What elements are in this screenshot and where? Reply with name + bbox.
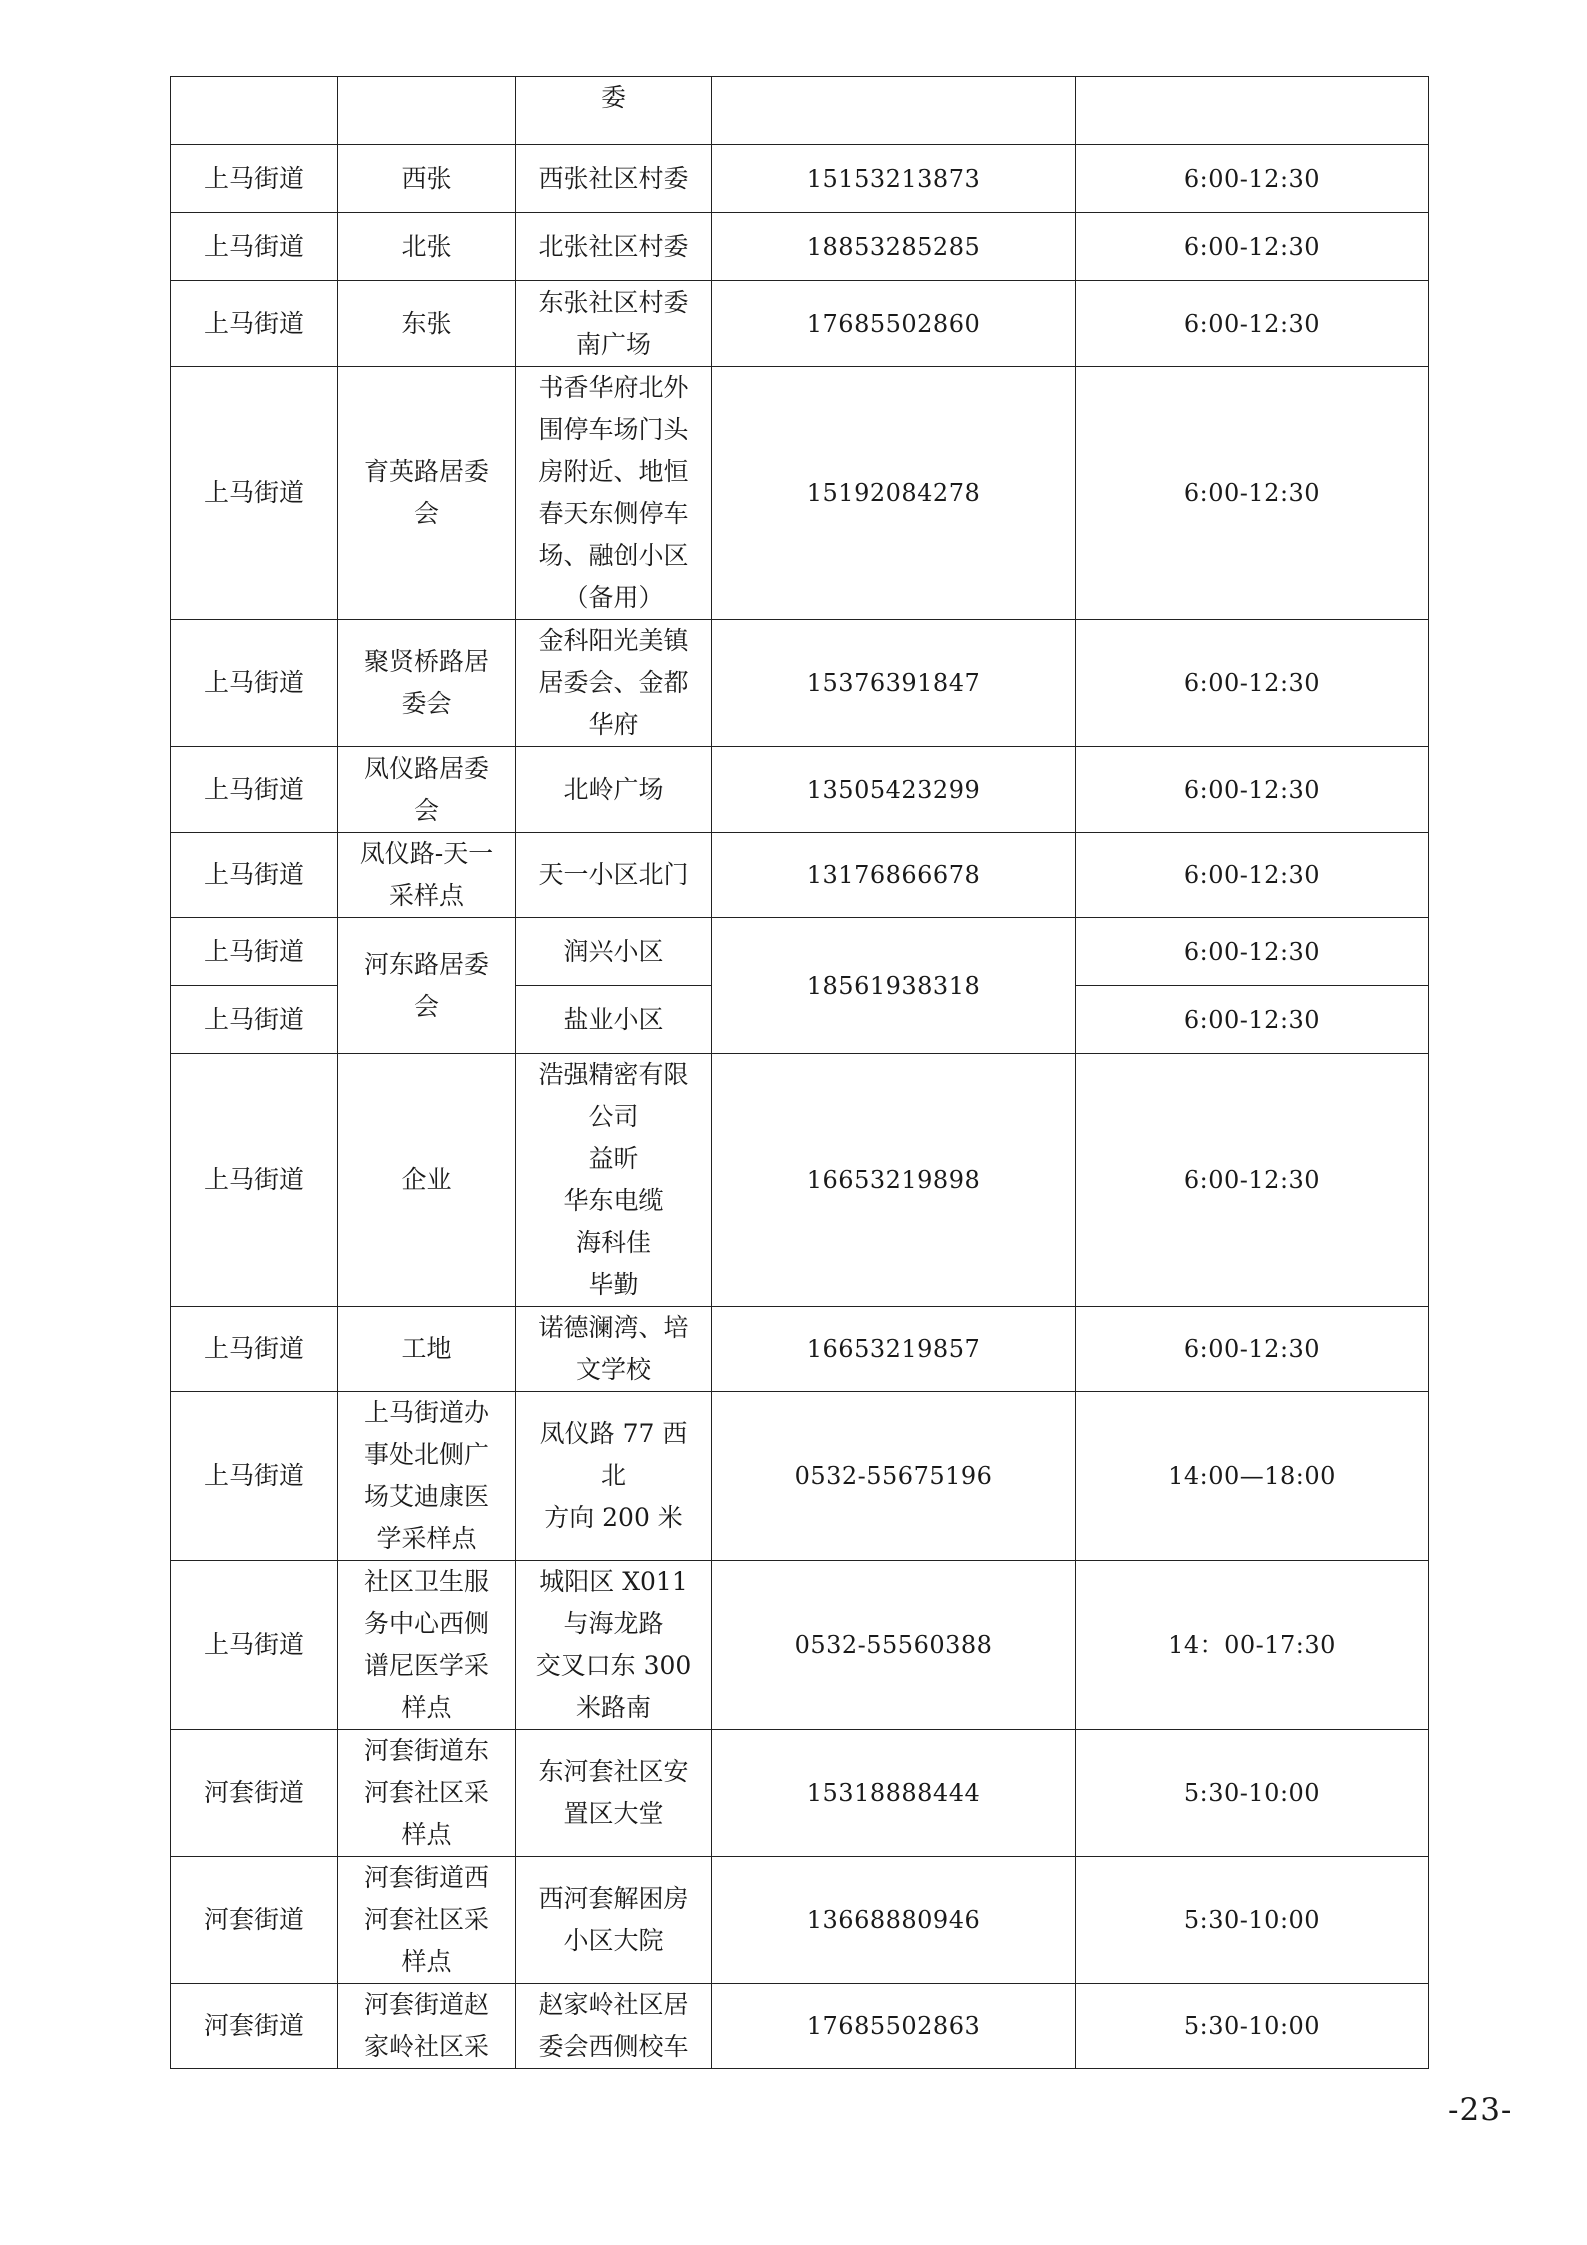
street-cell: 河套街道: [171, 1984, 338, 2069]
street-cell: 上马街道: [171, 620, 338, 747]
sampling-site-table: [170, 76, 1429, 2069]
phone-cell: 0532-55560388: [712, 1561, 1076, 1730]
location-cell: 赵家岭社区居 委会西侧校车: [516, 1984, 712, 2069]
hours-cell: 5:30-10:00: [1076, 1730, 1429, 1857]
street-cell: 上马街道: [171, 1561, 338, 1730]
community-cell: 河套街道赵 家岭社区采: [338, 1984, 516, 2069]
phone-cell: 13668880946: [712, 1857, 1076, 1984]
table-row: [171, 213, 1429, 281]
street-cell: 上马街道: [171, 918, 338, 986]
community-cell: 北张: [338, 213, 516, 281]
table-row: [171, 1984, 1429, 2069]
street-cell: 上马街道: [171, 1307, 338, 1392]
table-row: [171, 1307, 1429, 1392]
location-cell: 书香华府北外 围停车场门头 房附近、地恒 春天东侧停车 场、融创小区 （备用）: [516, 367, 712, 620]
hours-cell: 6:00-12:30: [1076, 367, 1429, 620]
location-cell: 浩强精密有限 公司 益昕 华东电缆 海科佳 毕勤: [516, 1054, 712, 1307]
phone-cell: [712, 77, 1076, 145]
table-row: [171, 367, 1429, 620]
phone-cell: 16653219898: [712, 1054, 1076, 1307]
hours-cell: 14:00—18:00: [1076, 1392, 1429, 1561]
hours-cell: [1076, 77, 1429, 145]
location-cell: 西河套解困房 小区大院: [516, 1857, 712, 1984]
location-cell: 凤仪路 77 西 北 方向 200 米: [516, 1392, 712, 1561]
phone-cell: 15318888444: [712, 1730, 1076, 1857]
phone-cell: 15153213873: [712, 145, 1076, 213]
phone-cell: 17685502860: [712, 281, 1076, 367]
community-cell: 凤仪路-天一 采样点: [338, 833, 516, 918]
phone-cell: 0532-55675196: [712, 1392, 1076, 1561]
table-row: [171, 1392, 1429, 1561]
table-row: [171, 1730, 1429, 1857]
phone-cell: 13505423299: [712, 747, 1076, 833]
location-cell: 西张社区村委: [516, 145, 712, 213]
table-row: [171, 620, 1429, 747]
street-cell: 上马街道: [171, 833, 338, 918]
phone-cell: 18853285285: [712, 213, 1076, 281]
community-cell: 东张: [338, 281, 516, 367]
hours-cell: 6:00-12:30: [1076, 918, 1429, 986]
community-cell: [338, 77, 516, 145]
hours-cell: 6:00-12:30: [1076, 747, 1429, 833]
phone-cell: 17685502863: [712, 1984, 1076, 2069]
street-cell: 河套街道: [171, 1857, 338, 1984]
table-row: [171, 1561, 1429, 1730]
community-cell: 上马街道办 事处北侧广 场艾迪康医 学采样点: [338, 1392, 516, 1561]
phone-cell: 18561938318: [712, 918, 1076, 1054]
table-row: [171, 281, 1429, 367]
phone-cell: 15376391847: [712, 620, 1076, 747]
community-cell: 企业: [338, 1054, 516, 1307]
table-row: [171, 833, 1429, 918]
community-cell: 聚贤桥路居 委会: [338, 620, 516, 747]
hours-cell: 6:00-12:30: [1076, 833, 1429, 918]
hours-cell: 6:00-12:30: [1076, 145, 1429, 213]
location-cell: 委: [516, 77, 712, 145]
location-cell: 天一小区北门: [516, 833, 712, 918]
table-row: [171, 145, 1429, 213]
table-row: [171, 77, 1429, 145]
page-number: -23-: [1448, 2092, 1513, 2128]
location-cell: 东张社区村委 南广场: [516, 281, 712, 367]
community-cell: 河东路居委 会: [338, 918, 516, 1054]
street-cell: 上马街道: [171, 367, 338, 620]
phone-cell: 13176866678: [712, 833, 1076, 918]
hours-cell: 6:00-12:30: [1076, 620, 1429, 747]
table-row: [171, 1857, 1429, 1984]
hours-cell: 6:00-12:30: [1076, 986, 1429, 1054]
street-cell: 河套街道: [171, 1730, 338, 1857]
community-cell: 工地: [338, 1307, 516, 1392]
community-cell: 河套街道西 河套社区采 样点: [338, 1857, 516, 1984]
street-cell: 上马街道: [171, 747, 338, 833]
table-row: [171, 918, 1429, 986]
hours-cell: 6:00-12:30: [1076, 213, 1429, 281]
phone-cell: 15192084278: [712, 367, 1076, 620]
location-cell: 盐业小区: [516, 986, 712, 1054]
location-cell: 东河套社区安 置区大堂: [516, 1730, 712, 1857]
hours-cell: 6:00-12:30: [1076, 1054, 1429, 1307]
table-row: [171, 747, 1429, 833]
community-cell: 西张: [338, 145, 516, 213]
street-cell: [171, 77, 338, 145]
street-cell: 上马街道: [171, 145, 338, 213]
location-cell: 城阳区 X011 与海龙路 交叉口东 300 米路南: [516, 1561, 712, 1730]
street-cell: 上马街道: [171, 281, 338, 367]
location-cell: 金科阳光美镇 居委会、金都 华府: [516, 620, 712, 747]
location-cell: 北岭广场: [516, 747, 712, 833]
community-cell: 河套街道东 河套社区采 样点: [338, 1730, 516, 1857]
table-row: [171, 1054, 1429, 1307]
hours-cell: 6:00-12:30: [1076, 281, 1429, 367]
hours-cell: 14：00-17:30: [1076, 1561, 1429, 1730]
street-cell: 上马街道: [171, 986, 338, 1054]
hours-cell: 6:00-12:30: [1076, 1307, 1429, 1392]
street-cell: 上马街道: [171, 1054, 338, 1307]
location-cell: 北张社区村委: [516, 213, 712, 281]
hours-cell: 5:30-10:00: [1076, 1857, 1429, 1984]
street-cell: 上马街道: [171, 213, 338, 281]
community-cell: 育英路居委 会: [338, 367, 516, 620]
community-cell: 凤仪路居委 会: [338, 747, 516, 833]
location-cell: 润兴小区: [516, 918, 712, 986]
location-cell: 诺德澜湾、培 文学校: [516, 1307, 712, 1392]
street-cell: 上马街道: [171, 1392, 338, 1561]
community-cell: 社区卫生服 务中心西侧 谱尼医学采 样点: [338, 1561, 516, 1730]
hours-cell: 5:30-10:00: [1076, 1984, 1429, 2069]
phone-cell: 16653219857: [712, 1307, 1076, 1392]
